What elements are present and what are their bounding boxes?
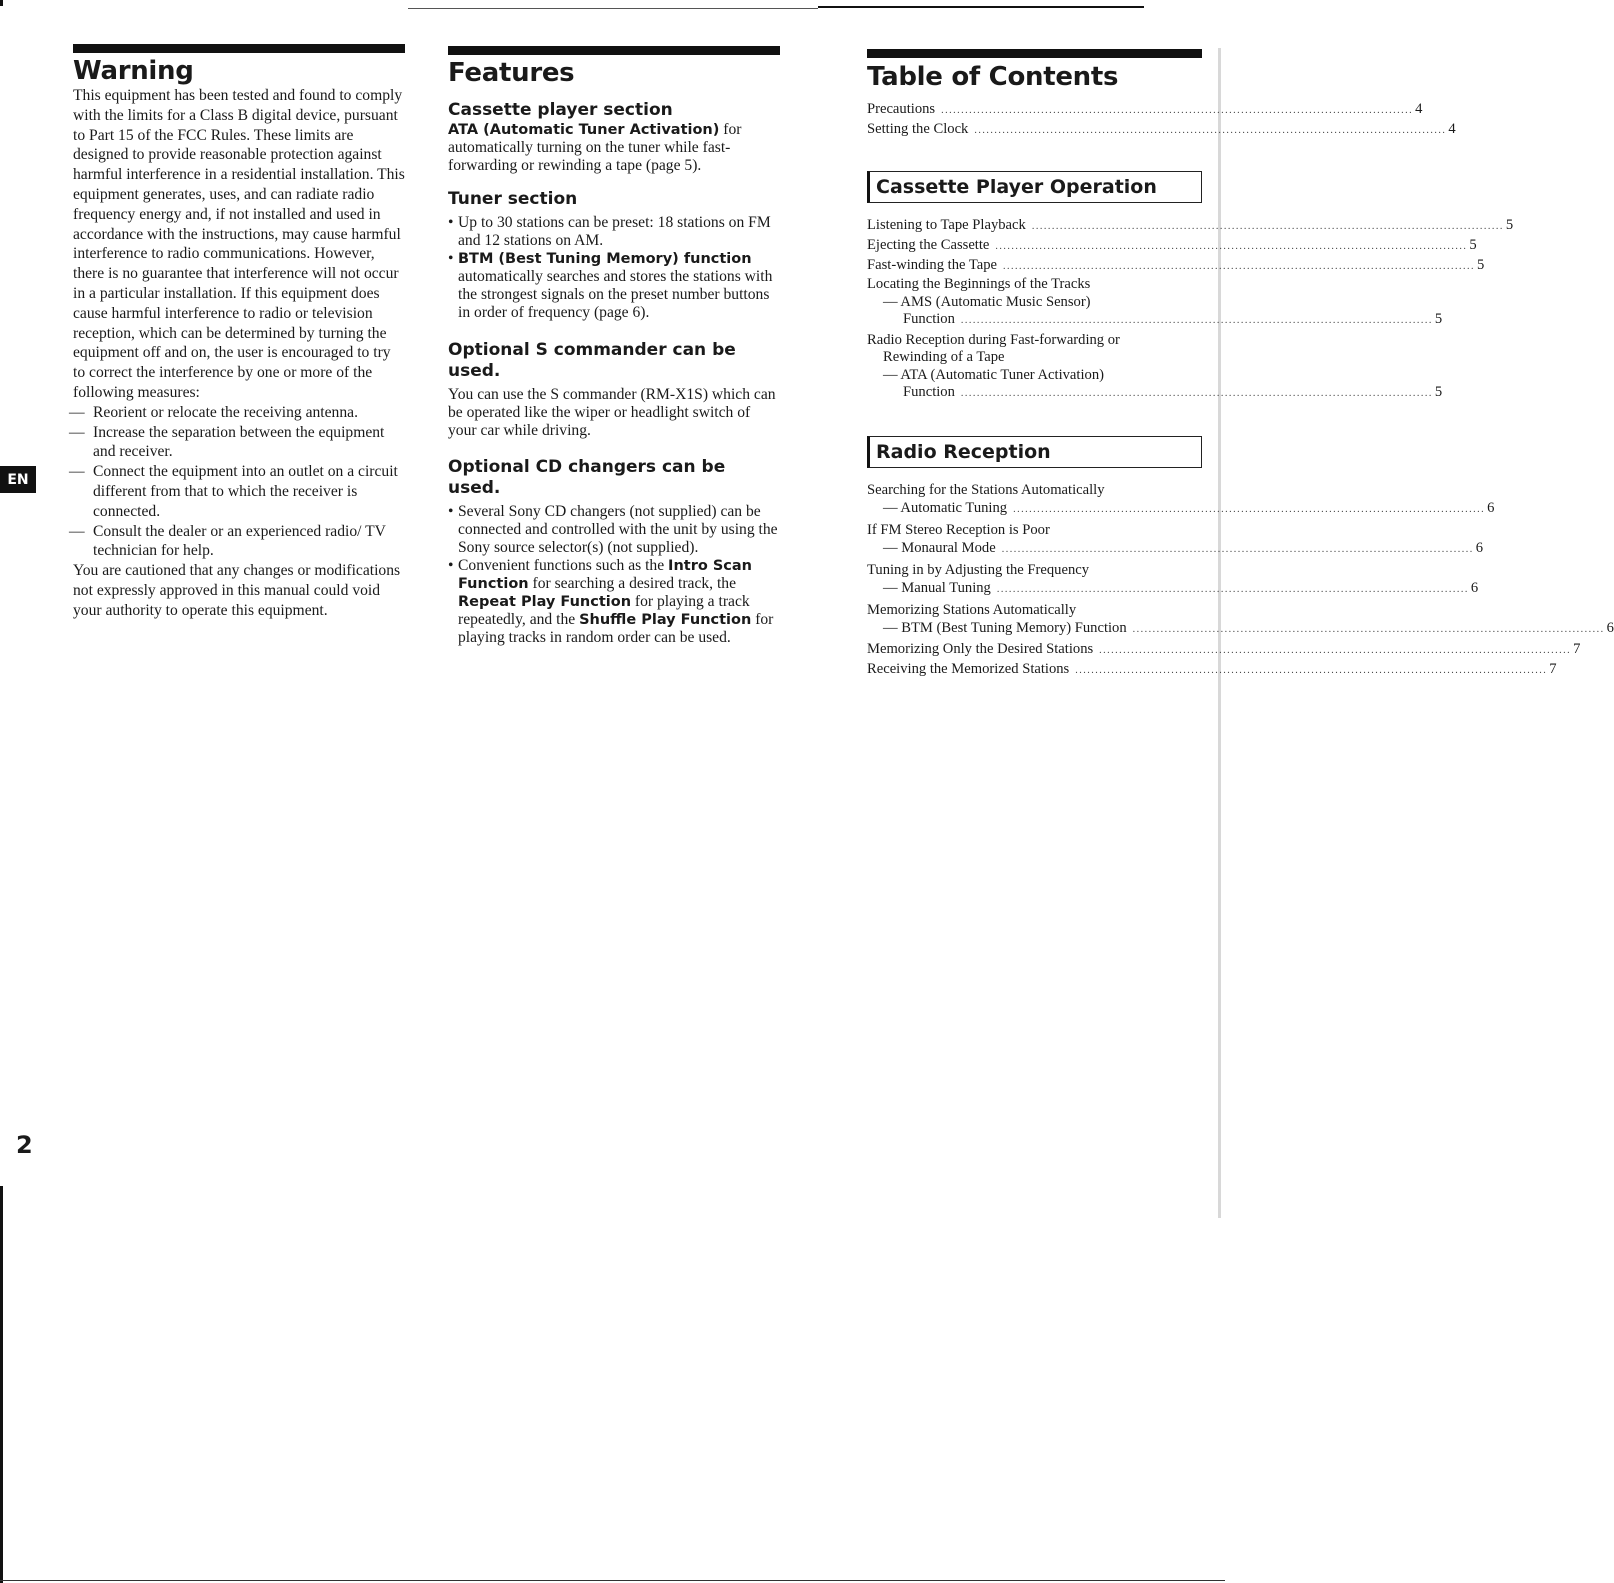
toc-entry-btm[interactable]: Memorizing Stations Automatically — BTM (Best Tuning Memory) Function ...................................................................................................................... 6 (867, 601, 1614, 636)
toc-entry-desired-stations[interactable]: Memorizing Only the Desired Stations ...................................................................................................................... 7 (867, 640, 1581, 657)
list-item: • Convenient functions such as the Intro Scan Function for searching a desired track, the Repeat Play Function for playing a track repeatedly, and the Shuffle Play Function for playing tracks in random order can be used. (448, 557, 774, 646)
toc-entry-receiving-stations[interactable]: Receiving the Memorized Stations ...................................................................................................................... 7 (867, 660, 1557, 677)
toc-entry-auto-tuning[interactable]: Searching for the Stations Automatically — Automatic Tuning ...................................................................................................................... 6 (867, 481, 1495, 516)
warning-heading-bar (73, 44, 405, 53)
features-column (448, 46, 780, 647)
list-item: • BTM (Best Tuning Memory) function automatically searches and stores the stations with the strongest signals on the preset number buttons in order of frequency (page 6). (448, 250, 773, 321)
toc-column (867, 49, 1614, 680)
toc-radio-list (867, 481, 1614, 680)
toc-entry-setting-clock[interactable]: Setting the Clock ...................................................................................................................... 4 (867, 121, 1456, 137)
cassette-section (448, 100, 780, 175)
toc-entry-manual-tuning[interactable]: Tuning in by Adjusting the Frequency — Manual Tuning ...................................................................................................................... 6 (867, 561, 1479, 596)
language-tab: EN (0, 466, 36, 493)
toc-entry-playback[interactable]: Listening to Tape Playback ...................................................................................................................... 5 (867, 217, 1514, 233)
list-item: — Reorient or relocate the receiving antenna. (69, 403, 358, 421)
cd-changer-section (448, 457, 780, 647)
toc-entry-eject[interactable]: Ejecting the Cassette ...................................................................................................................... 5 (867, 237, 1477, 253)
page-number: 2 (16, 1131, 33, 1159)
bottom-rule (0, 1580, 1225, 1581)
features-title: Features (448, 58, 575, 88)
list-item: — Connect the equipment into an outlet on a circuit different from that to which the receiver is connected. (69, 463, 398, 520)
toc-entry-fastwind[interactable]: Fast-winding the Tape ...................................................................................................................... 5 (867, 257, 1485, 273)
toc-general-list (867, 100, 1456, 140)
tuner-section-heading: Tuner section (448, 189, 578, 209)
list-item: — Consult the dealer or an experienced radio/ TV technician for help. (69, 522, 386, 560)
top-rule-thin (408, 8, 818, 9)
commander-section-heading: Optional S commander can be used. (448, 340, 736, 381)
list-item: • Up to 30 stations can be preset: 18 stations on FM and 12 stations on AM. (448, 214, 771, 249)
warning-title: Warning (73, 56, 194, 86)
toc-section-cassette: Cassette Player Operation (867, 171, 1202, 203)
toc-title: Table of Contents (867, 62, 1119, 92)
warning-measures-list (69, 403, 405, 561)
toc-heading-bar (867, 49, 1202, 58)
list-item: — Increase the separation between the equipment and receiver. (69, 423, 385, 461)
cd-changer-list (448, 503, 780, 647)
warning-caution: You are cautioned that any changes or modifications not expressly approved in this manual could void your authority to operate this equipment. (73, 562, 401, 619)
commander-section (448, 340, 780, 440)
tuner-section (448, 189, 780, 322)
list-item: • Several Sony CD changers (not supplied) can be connected and controlled with the unit by using the Sony source selector(s) (not supplied). (448, 503, 778, 556)
commander-text: You can use the S commander (RM-X1S) which can be operated like the wiper or headlight switch of your car while driving. (448, 386, 776, 439)
top-rule-thick (818, 6, 1144, 8)
warning-column (69, 44, 405, 621)
cassette-section-heading: Cassette player section (448, 100, 673, 120)
warning-paragraph: This equipment has been tested and found to comply with the limits for a Class B digital device, pursuant to Part 15 of the FCC Rules. These limits are designed to provide reasonable protection against harmful interference in a residential installation. This equipment generates, uses, and can radiate radio frequency energy and, if not installed and used in accordance with the instructions, may cause harmful interference to radio communications. However, there is no guarantee that interference will not occur in a particular installation. If this equipment does cause harmful interference to radio or television reception, which can be determined by turning the equipment off and on, the user is encouraged to try to correct the interference by one or more of the following measures: (73, 87, 405, 401)
left-edge-mark (0, 1186, 3, 1583)
tuner-list (448, 214, 780, 322)
cd-changer-heading: Optional CD changers can be used. (448, 457, 726, 498)
toc-entry-ams[interactable]: Locating the Beginnings of the Tracks — AMS (Automatic Music Sensor) Function ...................................................................................................................... 5 (867, 276, 1443, 327)
toc-section-radio: Radio Reception (867, 436, 1202, 468)
ata-description: ATA (Automatic Tuner Activation) for automatically turning on the tuner while fast-forwarding or rewinding a tape (page 5). (448, 121, 742, 174)
scan-corner-mark (0, 0, 3, 6)
toc-entry-monaural[interactable]: If FM Stereo Reception is Poor — Monaural Mode ...................................................................................................................... 6 (867, 521, 1483, 556)
toc-cassette-list (867, 216, 1514, 403)
toc-entry-ata[interactable]: Radio Reception during Fast-forwarding or Rewinding of a Tape — ATA (Automatic Tuner Activation) Function ...................................................................................................................... 5 (867, 331, 1443, 400)
toc-entry-precautions[interactable]: Precautions ...................................................................................................................... 4 (867, 101, 1423, 117)
features-heading-bar (448, 46, 780, 55)
